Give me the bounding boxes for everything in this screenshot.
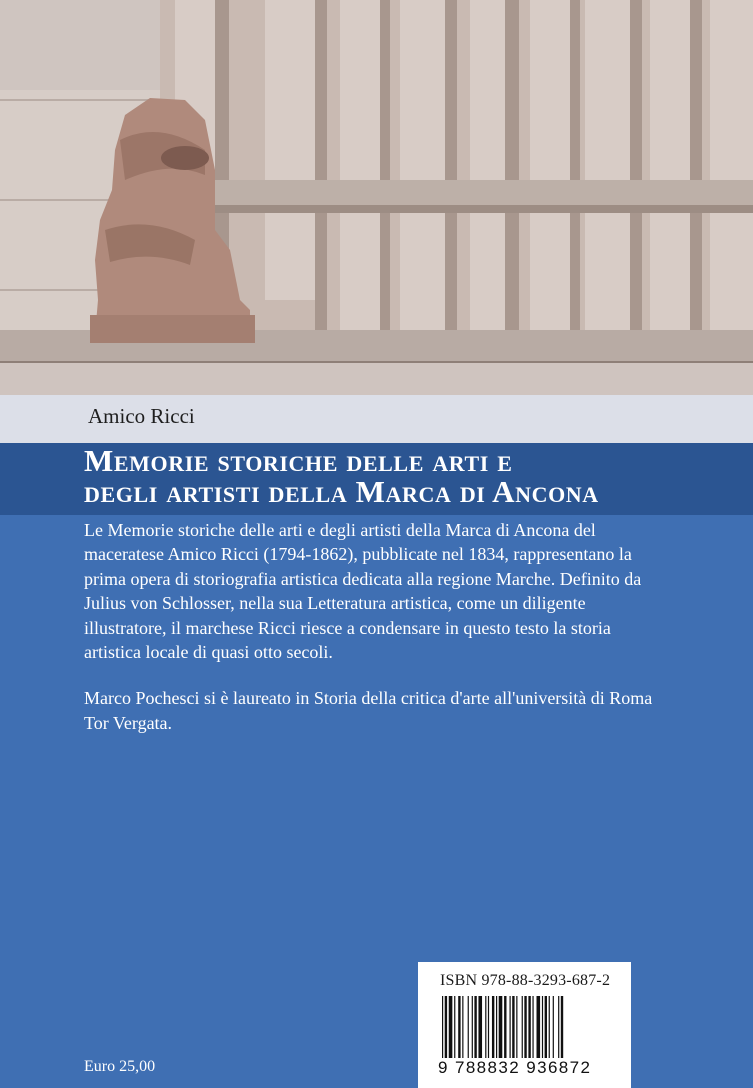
barcode-bar	[549, 996, 550, 1058]
barcode-bar	[510, 996, 511, 1058]
barcode-bar	[488, 996, 489, 1058]
barcode-bar	[499, 996, 503, 1058]
author-bar	[0, 395, 753, 443]
barcode-bar	[512, 996, 514, 1058]
barcode-bar	[558, 996, 559, 1058]
barcode-bar	[492, 996, 494, 1058]
description-paragraph: Le Memorie storiche delle arti e degli artisti della Marca di Ancona del maceratese Amico Ricci (1794-1862), pubblicate nel 1834, rappresentano la prima opera di storiografia artistica dedicata alla regione Marche. Definito da Julius von Schlosser, nella sua Letteratura artistica, come un diligente illustratore, il marchese Ricci riesce a condensare in questo testo la storia artistica locale di quasi otto secoli.	[84, 520, 642, 663]
price-label: Euro 25,00	[84, 1058, 156, 1075]
barcode-bar	[516, 996, 517, 1058]
barcode-bar	[442, 996, 443, 1058]
barcode-bar	[449, 996, 453, 1058]
barcode-bar	[474, 996, 476, 1058]
barcode-bar	[472, 996, 473, 1058]
barcode-bar	[532, 996, 533, 1058]
barcode-graphic	[442, 996, 608, 1062]
barcode-bar	[485, 996, 486, 1058]
book-title-line-2: degli artisti della Marca di Ancona	[84, 474, 599, 509]
barcode-bar	[542, 996, 543, 1058]
book-title-line-1: Memorie storiche delle arti e	[84, 443, 513, 478]
barcode-bar	[522, 996, 523, 1058]
barcode-bar	[553, 996, 554, 1058]
barcode-bar	[524, 996, 526, 1058]
title-band	[0, 443, 753, 515]
barcode-bar	[504, 996, 506, 1058]
author-bio-paragraph: Marco Pochesci si è laureato in Storia della critica d'arte all'università di Roma Tor Vergata.	[84, 688, 653, 733]
barcode-bar	[561, 996, 563, 1058]
barcode-bar	[458, 996, 460, 1058]
isbn-barcode-box	[418, 962, 631, 1088]
barcode-bar	[445, 996, 447, 1058]
cover-photo	[0, 0, 753, 395]
barcode-bar	[468, 996, 469, 1058]
barcode-bar	[537, 996, 541, 1058]
barcode-bar	[496, 996, 497, 1058]
barcode-bar	[545, 996, 547, 1058]
barcode-bar	[528, 996, 530, 1058]
barcode-bar	[478, 996, 482, 1058]
barcode-digits: 9 788832 936872	[438, 1058, 592, 1077]
barcode-bar	[462, 996, 463, 1058]
author-name: Amico Ricci	[88, 404, 195, 428]
barcode-bar	[454, 996, 455, 1058]
isbn-label: ISBN 978-88-3293-687-2	[440, 972, 611, 989]
lion-portal-photo	[0, 0, 753, 395]
back-cover-blurb	[84, 518, 664, 735]
